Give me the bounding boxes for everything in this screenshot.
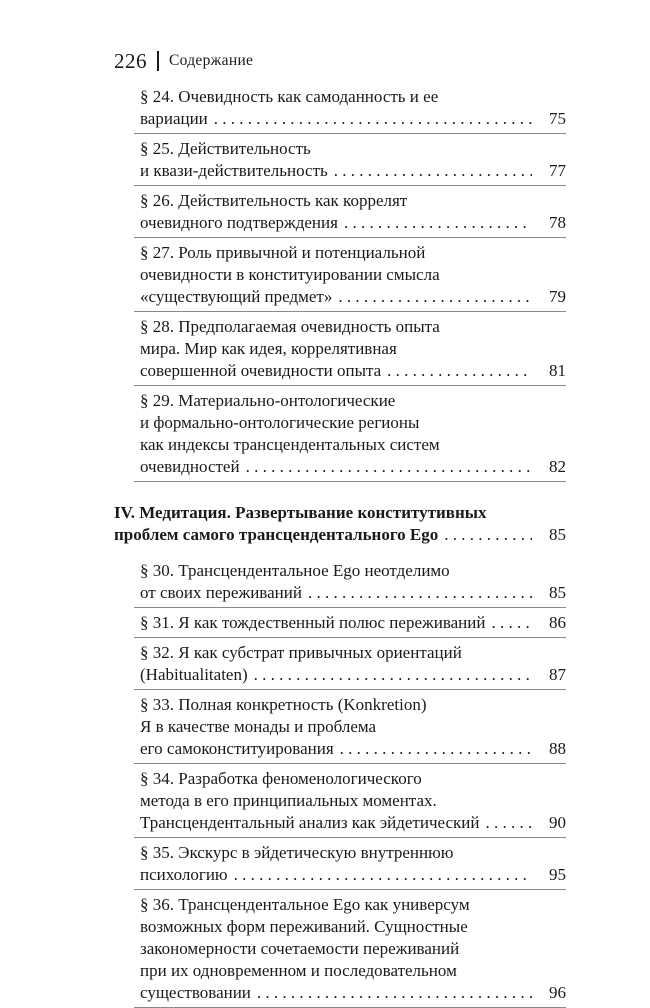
- toc-entry-line: от своих переживаний: [140, 583, 302, 602]
- toc-page-number: 88: [549, 739, 566, 758]
- toc-page-number: 82: [549, 457, 566, 476]
- toc-page-number: 75: [549, 109, 566, 128]
- toc-page-number: 85: [549, 583, 566, 602]
- toc-page-number: 79: [549, 287, 566, 306]
- toc-entry-final-line: [140, 612, 566, 634]
- dot-leader: [485, 812, 532, 834]
- toc-page-number: 96: [549, 983, 566, 1002]
- toc-entry: [114, 190, 566, 238]
- toc-page-number: 90: [549, 813, 566, 832]
- toc-entry-line: § 31. Я как тождественный полюс переживаний: [140, 613, 486, 632]
- toc-entry-line: совершенной очевидности опыта: [140, 361, 382, 380]
- toc-entry-line: проблем самого трансцендентального Ego: [114, 525, 439, 544]
- toc-entry-line: закономерности сочетаемости переживаний: [140, 939, 460, 958]
- dot-leader: [257, 982, 532, 1004]
- toc-entry-line: очевидного подтверждения: [140, 213, 338, 232]
- toc-entry-line: при их одновременном и последовательном: [140, 961, 457, 980]
- toc-entry-final-line: [140, 212, 566, 234]
- toc-entry-line: § 33. Полная конкретность (Konkretion): [140, 695, 427, 714]
- toc-entry-line: вариации: [140, 109, 208, 128]
- toc-entry-line: (Habitualitaten): [140, 665, 248, 684]
- dot-leader: [340, 738, 532, 760]
- toc-entry-final-line: [140, 864, 566, 886]
- toc-entry-line: § 32. Я как субстрат привычных ориентаций: [140, 643, 462, 662]
- toc-entry-final-line: [140, 582, 566, 604]
- dot-leader: [234, 864, 532, 886]
- header-separator: [157, 51, 159, 71]
- toc-entry-line: существовании: [140, 983, 251, 1002]
- toc-entry-line: § 27. Роль привычной и потенциальной: [140, 243, 426, 262]
- dot-leader: [254, 664, 532, 686]
- table-of-contents: [114, 82, 566, 1008]
- toc-entry-final-line: [140, 456, 566, 478]
- toc-entry: [114, 560, 566, 608]
- toc-entry: [114, 768, 566, 838]
- toc-entry-final-line: [140, 738, 566, 760]
- dot-leader: [246, 456, 532, 478]
- dot-leader: [344, 212, 532, 234]
- toc-entry-line: § 29. Материально-онтологические: [140, 391, 396, 410]
- toc-entry-line: § 26. Действительность как коррелят: [140, 191, 408, 210]
- toc-entry-line: Я в качестве монады и проблема: [140, 717, 377, 736]
- toc-entry-line: IV. Медитация. Развертывание конститутивных: [114, 503, 487, 522]
- toc-entry-line: психологию: [140, 865, 228, 884]
- toc-entry-line: § 25. Действительность: [140, 139, 311, 158]
- toc-page-number: 78: [549, 213, 566, 232]
- dot-leader: [308, 582, 532, 604]
- toc-entry-line: как индексы трансцендентальных систем: [140, 435, 440, 454]
- toc-entry: [114, 86, 566, 134]
- toc-page-number: 77: [549, 161, 566, 180]
- dot-leader: [338, 286, 532, 308]
- running-header: [114, 48, 253, 74]
- dot-leader: [214, 108, 532, 130]
- toc-entry-line: § 28. Предполагаемая очевидность опыта: [140, 317, 440, 336]
- toc-entry-line: и формально-онтологические регионы: [140, 413, 420, 432]
- toc-entry-final-line: [140, 812, 566, 834]
- toc-entry: [114, 612, 566, 638]
- toc-entry-line: мира. Мир как идея, коррелятивная: [140, 339, 397, 358]
- toc-entry-line: § 35. Экскурс в эйдетическую внутреннюю: [140, 843, 454, 862]
- toc-entry: [114, 894, 566, 1008]
- toc-entry-final-line: [140, 160, 566, 182]
- toc-entry: [114, 242, 566, 312]
- dot-leader: [387, 360, 532, 382]
- toc-entry-final-line: [140, 982, 566, 1004]
- toc-entry-line: возможных форм переживаний. Сущностные: [140, 917, 468, 936]
- toc-entry: [114, 842, 566, 890]
- toc-entry: [114, 316, 566, 386]
- toc-entry-line: его самоконституирования: [140, 739, 334, 758]
- toc-entry-final-line: [114, 524, 566, 546]
- toc-entry-line: § 34. Разработка феноменологического: [140, 769, 422, 788]
- toc-chapter-entry: [114, 502, 566, 556]
- page-number: 226: [114, 48, 147, 73]
- toc-entry-line: очевидностей: [140, 457, 240, 476]
- toc-entry-line: § 24. Очевидность как самоданность и ее: [140, 87, 439, 106]
- toc-page-number: 81: [549, 361, 566, 380]
- toc-entry: [114, 138, 566, 186]
- toc-entry-line: Трансцендентальный анализ как эйдетический: [140, 813, 480, 832]
- toc-page-number: 86: [549, 613, 566, 632]
- dot-leader: [444, 524, 532, 546]
- dot-leader: [334, 160, 532, 182]
- toc-entry-line: § 30. Трансцендентальное Ego неотделимо: [140, 561, 450, 580]
- dot-leader: [491, 612, 532, 634]
- toc-entry: [114, 694, 566, 764]
- toc-entry-final-line: [140, 108, 566, 130]
- toc-entry: [114, 390, 566, 482]
- toc-entry-final-line: [140, 360, 566, 382]
- toc-entry-line: § 36. Трансцендентальное Ego как универсум: [140, 895, 470, 914]
- toc-page-number: 87: [549, 665, 566, 684]
- toc-entry-final-line: [140, 286, 566, 308]
- toc-entry-final-line: [140, 664, 566, 686]
- toc-entry-line: и квази-действительность: [140, 161, 328, 180]
- toc-page-number: 95: [549, 865, 566, 884]
- toc-entry: [114, 642, 566, 690]
- toc-entry-line: очевидности в конституировании смысла: [140, 265, 440, 284]
- toc-page-number: 85: [549, 525, 566, 544]
- toc-entry-line: метода в его принципиальных моментах.: [140, 791, 437, 810]
- running-section-title: Содержание: [169, 52, 254, 69]
- toc-entry-line: «существующий предмет»: [140, 287, 333, 306]
